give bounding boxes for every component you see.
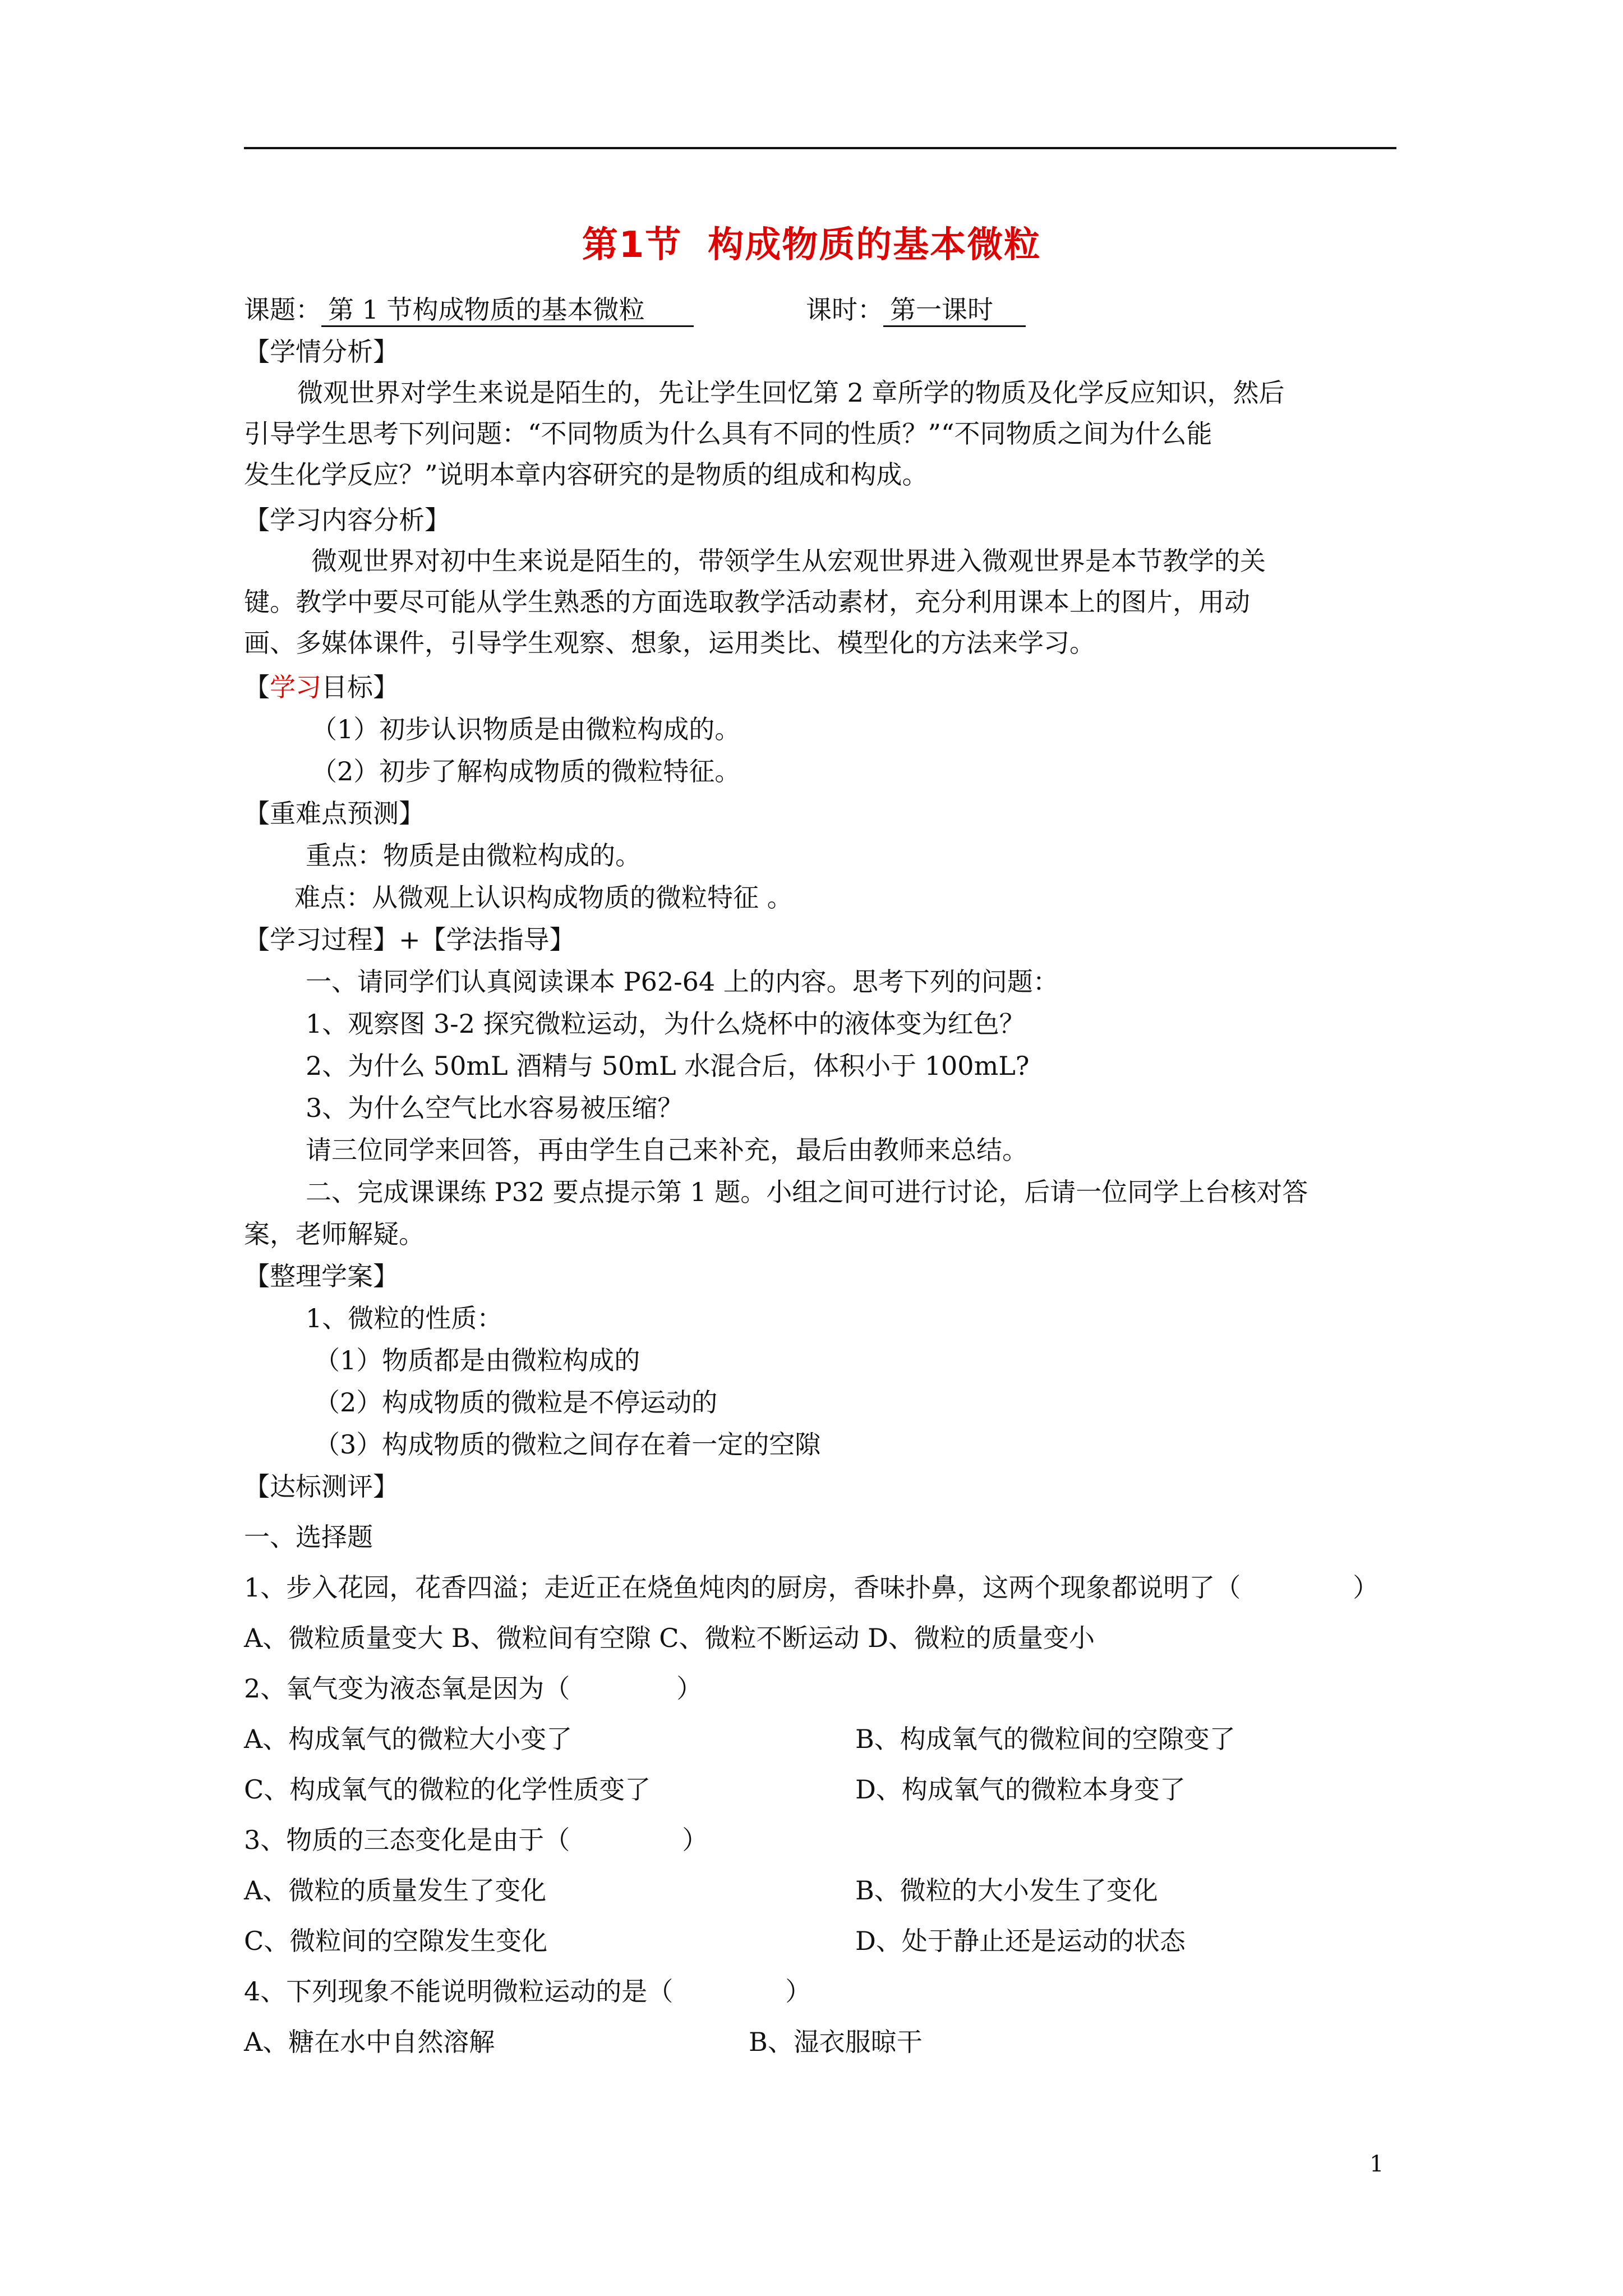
topic-label: 课题： (244, 295, 321, 325)
topic-value: 第 1 节构成物质的基本微粒 (321, 294, 694, 327)
question-3-option-a: A、微粒的质量发生了变化 (244, 1875, 547, 1906)
question-2-option-d: D、构成氧气的微粒本身变了 (855, 1774, 1186, 1805)
question-2-option-b: B、构成氧气的微粒间的空隙变了 (855, 1724, 1235, 1754)
question-3: 3、物质的三态变化是由于（ ） (244, 1825, 708, 1855)
question-3-option-c: C、微粒间的空隙发生变化 (244, 1926, 548, 1956)
process-line-2: 1、观察图 3-2 探究微粒运动，为什么烧杯中的液体变为红色？ (306, 1009, 1025, 1039)
process-line-4: 3、为什么空气比水容易被压缩？ (306, 1093, 684, 1123)
page-number: 1 (1370, 2151, 1384, 2177)
summary-heading: 【整理学案】 (244, 1261, 399, 1291)
summary-intro: 1、微粒的性质： (306, 1303, 503, 1333)
question-4-option-a: A、糖在水中自然溶解 (244, 2027, 495, 2057)
goal-item-2: （2）初步了解构成物质的微粒特征。 (311, 756, 741, 786)
period-value: 第一课时 (883, 294, 1026, 327)
question-2: 2、氧气变为液态氧是因为（ ） (244, 1673, 703, 1704)
process-heading: 【学习过程】+【学法指导】 (244, 924, 575, 955)
page-title (0, 216, 1623, 268)
question-2-option-c: C、构成氧气的微粒的化学性质变了 (244, 1774, 651, 1805)
question-1-options: A、微粒质量变大 B、微粒间有空隙 C、微粒不断运动 D、微粒的质量变小 (244, 1623, 1095, 1653)
header-rule (244, 147, 1396, 149)
question-1: 1、步入花园，花香四溢；走近正在烧鱼炖肉的厨房，香味扑鼻，这两个现象都说明了（ ） (244, 1572, 1379, 1603)
title-text: 构成物质的基本微粒 (708, 224, 1041, 266)
question-3-option-d: D、处于静止还是运动的状态 (855, 1926, 1186, 1956)
analysis-line-1: 微观世界对学生来说是陌生的，先让学生回忆第 2 章所学的物质及化学反应知识，然后 (297, 378, 1285, 408)
goal-item-1: （1）初步认识物质是由微粒构成的。 (311, 714, 741, 744)
period-label: 课时： (806, 295, 883, 325)
test-heading: 【达标测评】 (244, 1471, 399, 1502)
content-analysis-line-3: 画、多媒体课件，引导学生观察、想象，运用类比、模型化的方法来学习。 (244, 628, 1095, 658)
question-2-option-a: A、构成氧气的微粒大小变了 (244, 1724, 573, 1754)
process-line-6: 二、完成课课练 P32 要点提示第 1 题。小组之间可进行讨论，后请一位同学上台核对答 (306, 1177, 1308, 1207)
difficulty-point: 难点：从微观上认识构成物质的微粒特征 。 (294, 882, 793, 913)
process-line-7: 案，老师解疑。 (244, 1219, 425, 1249)
content-analysis-heading: 【学习内容分析】 (244, 505, 450, 535)
summary-item-3: （3）构成物质的微粒之间存在着一定的空隙 (314, 1429, 821, 1460)
analysis-heading: 【学情分析】 (244, 337, 399, 367)
key-points-heading: 【重难点预测】 (244, 798, 425, 829)
process-line-3: 2、为什么 50mL 酒精与 50mL 水混合后，体积小于 100mL? (306, 1051, 1030, 1081)
title-section-number: 第1节 (582, 224, 683, 266)
goals-heading: 【学习目标】 (244, 672, 399, 702)
content-analysis-line-1: 微观世界对初中生来说是陌生的，带领学生从宏观世界进入微观世界是本节教学的关 (311, 546, 1266, 576)
analysis-line-3: 发生化学反应？”说明本章内容研究的是物质的组成和构成。 (244, 459, 928, 490)
question-3-option-b: B、微粒的大小发生了变化 (855, 1875, 1158, 1906)
process-line-5: 请三位同学来回答，再由学生自己来补充，最后由教师来总结。 (306, 1135, 1028, 1165)
analysis-line-2: 引导学生思考下列问题：“不同物质为什么具有不同的性质？”“不同物质之间为什么能 (244, 418, 1212, 449)
process-line-1: 一、请同学们认真阅读课本 P62-64 上的内容。思考下列的问题： (306, 967, 1059, 997)
question-4-option-b: B、湿衣服晾干 (749, 2027, 923, 2057)
content-analysis-line-2: 键。教学中要尽可能从学生熟悉的方面选取教学活动素材，充分利用课本上的图片，用动 (244, 587, 1250, 617)
key-point: 重点：物质是由微粒构成的。 (306, 840, 641, 871)
summary-item-1: （1）物质都是由微粒构成的 (314, 1345, 640, 1375)
meta-line (244, 293, 1026, 327)
goals-heading-highlight: 学习 (270, 672, 321, 702)
test-part-title: 一、选择题 (244, 1522, 373, 1552)
summary-item-2: （2）构成物质的微粒是不停运动的 (314, 1387, 718, 1418)
question-4: 4、下列现象不能说明微粒运动的是（ ） (244, 1976, 811, 2007)
